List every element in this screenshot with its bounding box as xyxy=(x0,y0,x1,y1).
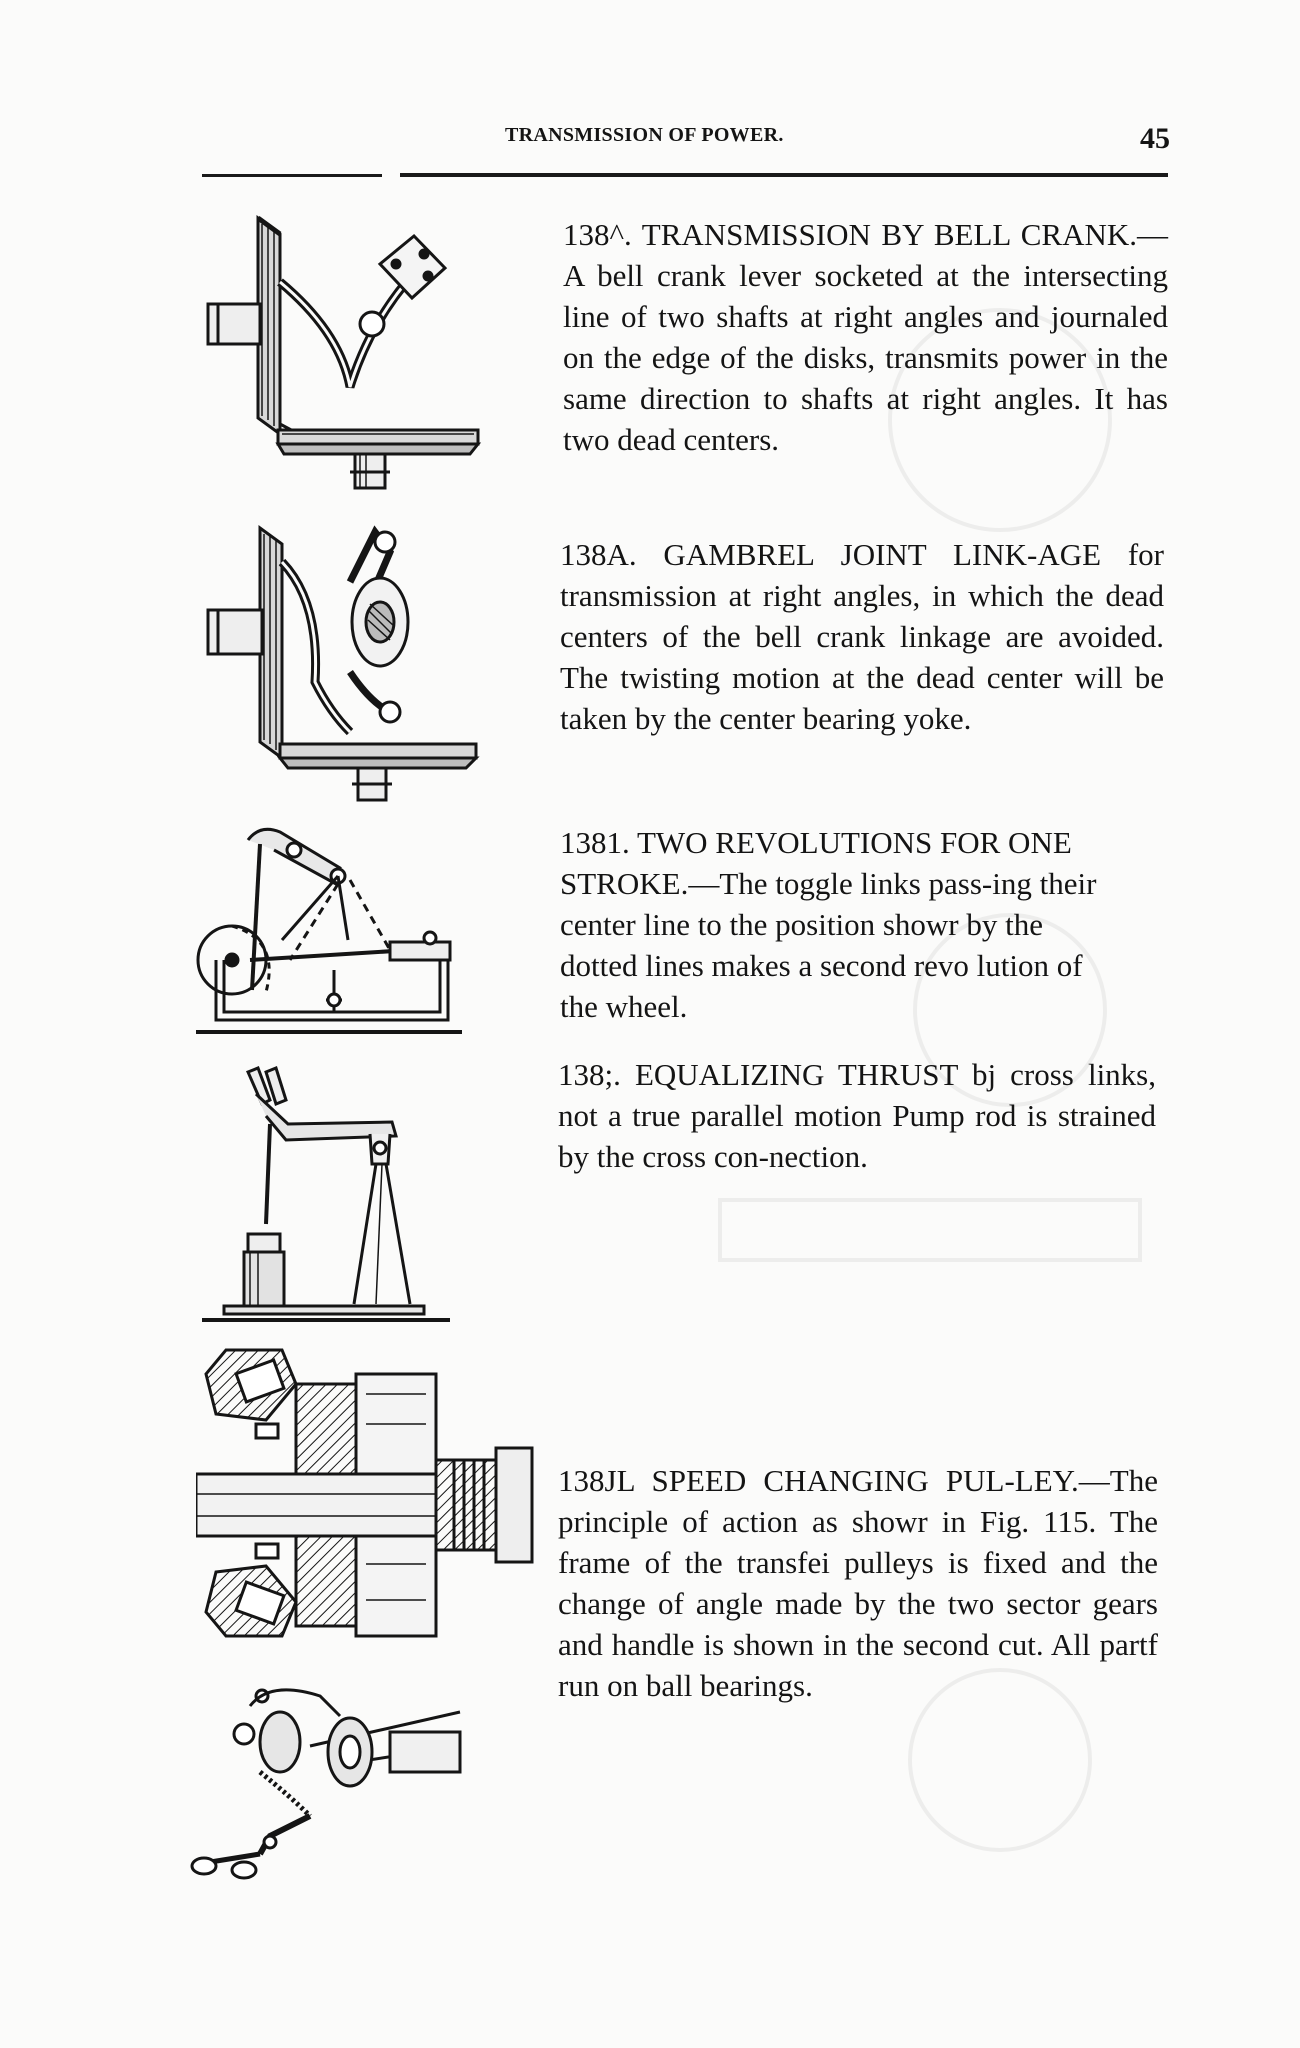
gambrel-joint-illustration xyxy=(200,522,490,804)
running-title: TRANSMISSION OF POWER. xyxy=(505,124,784,146)
header-rule xyxy=(400,173,1168,177)
section-138-equalizing-thrust: 138;. EQUALIZING THRUST bj cross links, not a true parallel motion Pump rod is strained by the cross con-nection. xyxy=(558,1057,1156,1174)
equalizing-thrust-illustration xyxy=(196,1064,456,1326)
bell-crank-illustration xyxy=(200,212,490,494)
section-138jl-speed-changing-pulley: 138JL SPEED CHANGING PUL-LEY.—The principle of action as showr in Fig. 115. The frame of the transfei pulleys is fixed and the change of angle made by the two sector gears and handle is shown in the second cut. All partf run on ball bearings. xyxy=(558,1463,1158,1703)
section-138-bell-crank: 138^. TRANSMISSION BY BELL CRANK.—A bell crank lever socketed at the intersecting line of two shafts at right angles and journaled on the edge of the disks, transmits power in the same direction to shafts at right angles. It has two dead centers. xyxy=(563,217,1168,457)
header-rule-left xyxy=(202,174,382,177)
pulley-handle-illustration xyxy=(190,1676,466,1884)
toggle-links-illustration xyxy=(190,820,470,1038)
page-number: 45 xyxy=(1140,122,1170,155)
section-138a-gambrel-joint: 138A. GAMBREL JOINT LINK-AGE for transmission at right angles, in which the dead centers of the bell crank linkage are avoided. The twisting motion at the dead center will be taken by the center bearing yoke. xyxy=(560,537,1164,736)
speed-changing-pulley-illustration xyxy=(196,1344,540,1644)
section-1381-two-revolutions: 1381. TWO REVOLUTIONS FOR ONE STROKE.—The toggle links pass-ing their center line to the position showr by the dotted lines makes a second revo lution of the wheel. xyxy=(560,825,1097,1024)
